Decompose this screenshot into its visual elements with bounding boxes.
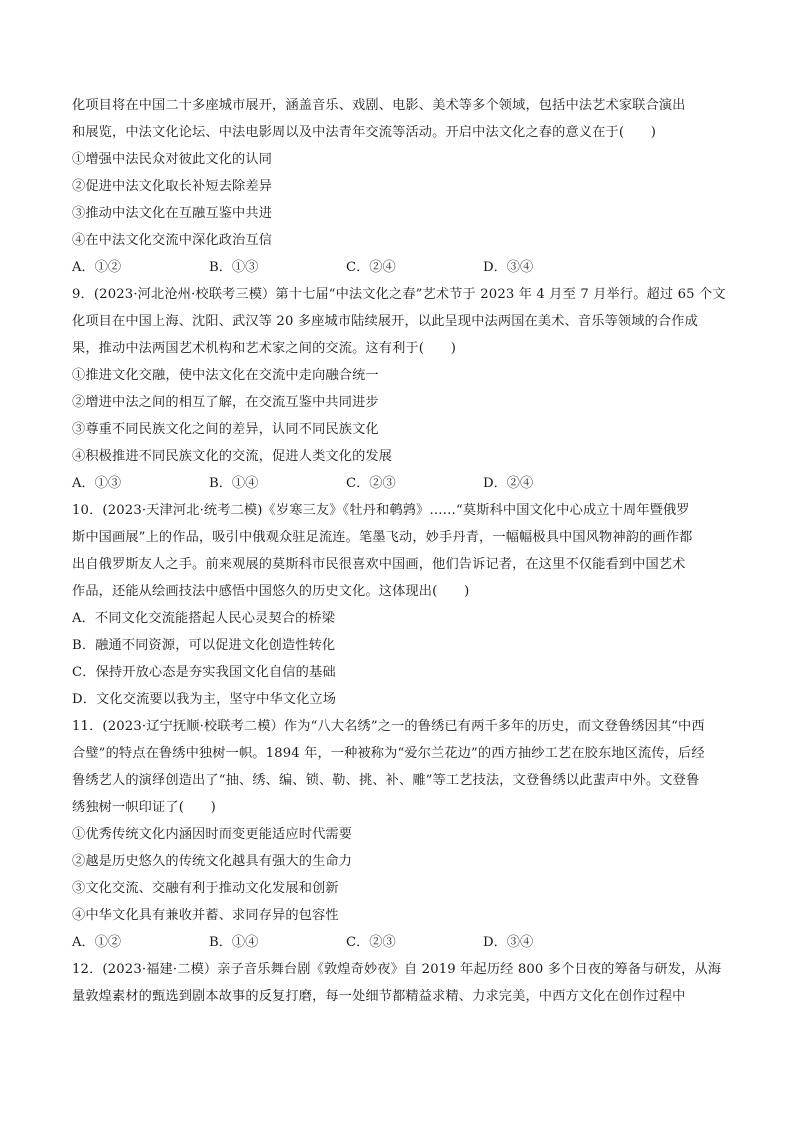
statement-option: ④中华文化具有兼收并蓄、求同存异的包容性: [72, 908, 339, 923]
choice-a: A．①③: [72, 476, 122, 491]
question-stem-line: 果，推动中法两国艺术机构和艺术家之间的交流。这有利于( ): [72, 341, 457, 356]
question-stem-line: 11．(2023·辽宁抚顺·校联考二模）作为“八大名绣”之一的鲁绣已有两千多年的历史，而文登鲁绣因其“中西: [72, 719, 705, 734]
question-stem-line: 斯中国画展”上的作品，吸引中俄观众驻足流连。笔墨飞动，妙手丹青，一幅幅极具中国风物神韵的画作都: [72, 530, 693, 545]
question-8: [72, 92, 728, 281]
choice-d: D．③④: [483, 935, 534, 950]
question-11: [72, 713, 728, 956]
question-stem-line: 化项目在中国上海、沈阳、武汉等 20 多座城市陆续展开，以此呈现中法两国在美术、音乐等领域的合作成: [72, 314, 698, 329]
question-stem-line: 绣独树一帜印证了( ): [72, 800, 216, 815]
choice-c: C．②③: [346, 476, 396, 491]
question-stem-line: 化项目将在中国二十多座城市展开，涵盖音乐、戏剧、电影、美术等多个领域，包括中法艺术家联合演出: [72, 98, 686, 113]
statement-option: ②越是历史悠久的传统文化越具有强大的生命力: [72, 854, 353, 869]
question-stem-line: 鲁绣艺人的演绎创造出了“抽、绣、编、锁、勒、挑、补、雕”等工艺技法，文登鲁绣以此蜚声中外。文登鲁: [72, 773, 700, 788]
answer-choices: [72, 254, 728, 281]
answer-choices: [72, 470, 728, 497]
question-10: [72, 497, 728, 713]
choice-b: B．融通不同资源，可以促进文化创造性转化: [72, 638, 336, 653]
statement-option: ④积极推进不同民族文化的交流，促进人类文化的发展: [72, 449, 393, 464]
statement-option: ④在中法文化交流中深化政治互信: [72, 233, 273, 248]
statement-option: ②促进中法文化取长补短去除差异: [72, 179, 273, 194]
choice-a: A．①②: [72, 260, 122, 275]
question-stem-line: 量敦煌素材的甄选到剧本故事的反复打磨，每一处细节都精益求精、力求完美，中西方文化在创作过程中: [72, 989, 686, 1004]
choice-d: D．③④: [483, 260, 534, 275]
question-stem-line: 合璧”的特点在鲁绣中独树一帜。1894 年，一种被称为“爱尔兰花边”的西方抽纱工艺在胶东地区流传，后经: [72, 746, 705, 761]
statement-option: ③尊重不同民族文化之间的差异，认同不同民族文化: [72, 422, 379, 437]
choice-c: C．②③: [346, 935, 396, 950]
statement-option: ③文化交流、交融有利于推动文化发展和创新: [72, 881, 339, 896]
statement-option: ②增进中法之间的相互了解，在交流互鉴中共同进步: [72, 395, 379, 410]
choice-c: C．保持开放心态是夯实我国文化自信的基础: [72, 665, 336, 680]
question-stem-line: 作品，还能从绘画技法中感悟中国悠久的历史文化。这体现出( ): [72, 584, 470, 599]
choice-b: B．①④: [209, 935, 259, 950]
choice-d: D．②④: [483, 476, 534, 491]
document-page: [72, 92, 728, 1010]
choice-a: A．①②: [72, 935, 122, 950]
statement-option: ①推进文化交融，使中法文化在交流中走向融合统一: [72, 368, 379, 383]
statement-option: ③推动中法文化在互融互鉴中共进: [72, 206, 273, 221]
question-stem-line: 9．(2023·河北沧州·校联考三模）第十七届“中法文化之春”艺术节于 2023 年 4 月至 7 月举行。超过 65 个文: [72, 287, 726, 302]
question-stem-line: 出自俄罗斯友人之手。前来观展的莫斯科市民很喜欢中国画，他们告诉记者，在这里不仅能看到中国艺术: [72, 557, 686, 572]
question-12: [72, 956, 728, 1010]
choice-c: C．②④: [346, 260, 396, 275]
statement-option: ①增强中法民众对彼此文化的认同: [72, 152, 273, 167]
question-stem-line: 10．(2023·天津河北·统考二模)《岁寒三友》《牡丹和鹌鹑》……“莫斯科中国文化中心成立十周年暨俄罗: [72, 503, 690, 518]
choice-b: B．①④: [209, 476, 259, 491]
answer-choices: [72, 929, 728, 956]
choice-d: D．文化交流要以我为主，坚守中华文化立场: [72, 692, 337, 707]
choice-b: B．①③: [209, 260, 259, 275]
statement-option: ①优秀传统文化内涵因时而变更能适应时代需要: [72, 827, 353, 842]
choice-a: A．不同文化交流能搭起人民心灵契合的桥梁: [72, 611, 336, 626]
question-stem-line: 12．(2023·福建·二模）亲子音乐舞台剧《敦煌奇妙夜》自 2019 年起历经 800 多个日夜的筹备与研发，从海: [72, 962, 722, 977]
question-stem-line: 和展览，中法文化论坛、中法电影周以及中法青年交流等活动。开启中法文化之春的意义在于( ): [72, 125, 657, 140]
question-9: [72, 281, 728, 497]
